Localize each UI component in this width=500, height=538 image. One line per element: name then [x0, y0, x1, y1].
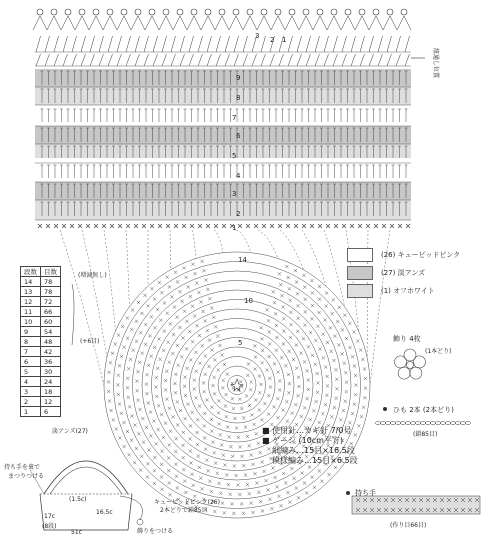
table-cell-round: 6	[21, 357, 41, 367]
handle-title: 持ち手	[355, 489, 376, 497]
table-cell-round: 3	[21, 387, 41, 397]
chart-top-marker-1: 1	[282, 36, 287, 44]
table-header-rounds: 段数	[21, 267, 41, 277]
table-cell-round: 8	[21, 337, 41, 347]
bag-dim-top: (1.5c)	[69, 496, 87, 503]
side-diagrams	[30, 349, 480, 530]
cord-note: (鎖85目)	[413, 431, 438, 438]
legend-item-pink	[347, 248, 460, 262]
table-row	[21, 317, 61, 327]
table-cell-stitches: 12	[41, 397, 61, 407]
bag-dim-height: 17c	[44, 513, 55, 520]
cord-title: ひも 2本 (2本どり)	[393, 406, 454, 414]
table-note-no-change: (増減無し)	[78, 272, 107, 279]
table-cell-stitches: 24	[41, 377, 61, 387]
chart-row-3: 3	[232, 190, 237, 198]
bag-pink-label-2: 2本どりで鎖85目	[160, 507, 208, 514]
table-cell-round: 12	[21, 297, 41, 307]
table-cell-stitches: 54	[41, 327, 61, 337]
legend-text: (27) 淡アンズ	[381, 269, 426, 277]
table-row	[21, 377, 61, 387]
spec-pattern: 模様編み…15目×6.5段	[272, 456, 358, 465]
circular-base-chart	[60, 230, 390, 518]
chart-row-9: 9	[236, 74, 241, 82]
table-cell-stitches: 78	[41, 277, 61, 287]
legend-swatch-white	[347, 248, 373, 262]
table-cell-stitches: 78	[41, 287, 61, 297]
flower-title: 飾り 4枚	[393, 335, 421, 343]
table-cell-stitches: 48	[41, 337, 61, 347]
table-cell-stitches: 42	[41, 347, 61, 357]
table-cell-stitches: 6	[41, 407, 61, 417]
table-row	[21, 297, 61, 307]
table-row	[21, 327, 61, 337]
legend-item-apricot	[347, 266, 425, 280]
table-note-increase: (+6目)	[80, 338, 100, 345]
table-cell-round: 7	[21, 347, 41, 357]
table-cell-stitches: 72	[41, 297, 61, 307]
table-cell-round: 4	[21, 377, 41, 387]
table-cell-round: 13	[21, 287, 41, 297]
circle-label-5: 5	[238, 339, 243, 347]
table-cell-round: 1	[21, 407, 41, 417]
legend-swatch-dark	[347, 266, 373, 280]
table-cell-round: 2	[21, 397, 41, 407]
chart-row-2: 2	[236, 210, 241, 218]
circle-label-14: 14	[238, 256, 247, 264]
table-cell-round: 9	[21, 327, 41, 337]
table-cell-stitches: 18	[41, 387, 61, 397]
table-row	[21, 407, 61, 417]
stitch-chart-bands	[35, 69, 411, 220]
chart-row-6: 6	[236, 132, 241, 140]
table-cell-round: 11	[21, 307, 41, 317]
chart-top-marker-3: 3	[255, 32, 260, 40]
spec-gauge: ■ ゲージ (10cm平方)	[262, 436, 344, 445]
spec-hook: ■ 使用針…カギ針 7/0号	[262, 426, 352, 435]
table-cell-stitches: 30	[41, 367, 61, 377]
chart-row-5: 5	[232, 152, 237, 160]
table-row	[21, 367, 61, 377]
bag-top-label: 淡アンズ(27)	[52, 428, 88, 435]
table-cell-stitches: 66	[41, 307, 61, 317]
table-cell-round: 10	[21, 317, 41, 327]
table-row	[21, 387, 61, 397]
table-header-stitches: 目数	[41, 267, 61, 277]
table-cell-stitches: 36	[41, 357, 61, 367]
flower-note: (1本どり)	[425, 348, 452, 355]
chart-right-label: 紐通し位置	[432, 48, 439, 79]
chart-row-7: 7	[232, 114, 237, 122]
table-row	[21, 337, 61, 347]
handle-note: (作り目66目)	[390, 522, 427, 529]
bag-left-label-1: 持ち手を裏で	[4, 464, 41, 471]
table-cell-round: 5	[21, 367, 41, 377]
bag-left-label-2: まつりつける	[8, 473, 45, 480]
bag-pink-label-1: キューピッドピンク(26)	[154, 499, 220, 506]
legend-text: (1) オフホワイト	[381, 287, 435, 295]
bag-dim-rows: (8段)	[42, 523, 57, 530]
stitch-count-table	[20, 266, 61, 417]
spec-sc: 細編み…15目×16.5段	[272, 446, 355, 455]
chart-top-marker-2: 2	[270, 36, 275, 44]
table-cell-stitches: 60	[41, 317, 61, 327]
table-row	[21, 287, 61, 297]
specs-block	[262, 426, 358, 466]
chart-row-4: 4	[236, 172, 241, 180]
bag-dim-side: 16.5c	[96, 509, 113, 516]
table-row	[21, 347, 61, 357]
table-row	[21, 397, 61, 407]
circle-label-10: 10	[244, 297, 253, 305]
table-row	[21, 307, 61, 317]
legend-swatch-light	[347, 284, 373, 298]
legend-item-offwhite	[347, 284, 435, 298]
legend-text: (26) キューピッドピンク	[381, 251, 461, 259]
chart-row-1: 1	[232, 224, 237, 232]
table-row	[21, 277, 61, 287]
bag-attach-label: 飾りをつける	[137, 528, 174, 535]
table-row	[21, 357, 61, 367]
table-cell-round: 14	[21, 277, 41, 287]
chart-row-8: 8	[236, 94, 241, 102]
bag-dim-width: 51c	[71, 529, 82, 536]
